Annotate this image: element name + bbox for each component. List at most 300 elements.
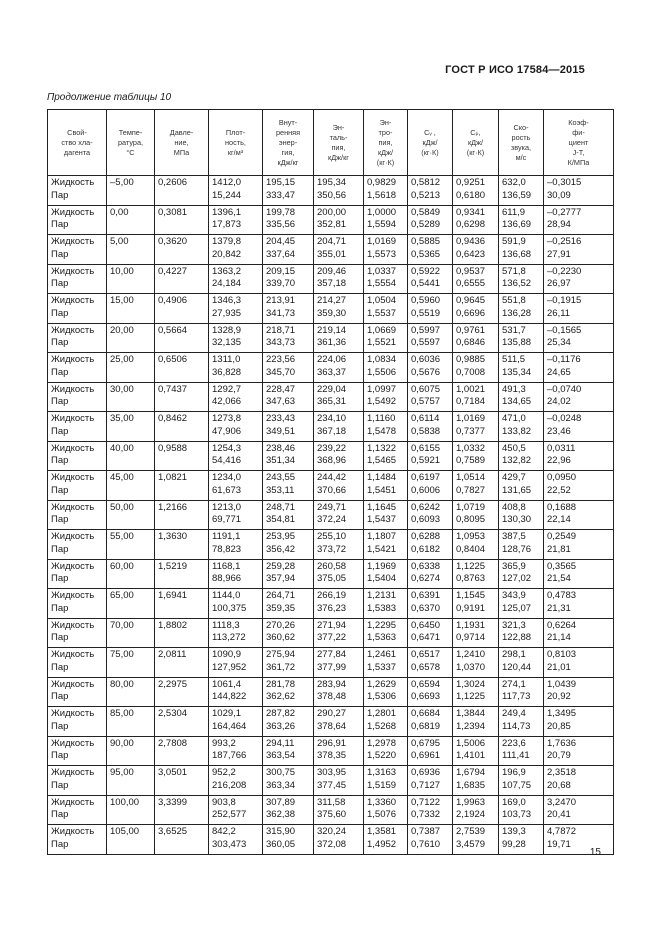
sound-speed-cell bbox=[499, 323, 544, 353]
liquid-value: 0,6242 bbox=[411, 501, 441, 513]
liquid-value: 303,95 bbox=[317, 767, 347, 778]
vapor-value: 352,81 bbox=[317, 219, 347, 230]
vapor-value: 0,6423 bbox=[456, 248, 486, 260]
density-cell bbox=[209, 441, 263, 471]
vapor-value: 24,184 bbox=[212, 278, 242, 289]
vapor-value: 1,5537 bbox=[367, 307, 397, 319]
liquid-value: Жидкость bbox=[51, 206, 95, 218]
liquid-value: 0,9645 bbox=[456, 295, 486, 306]
liquid-value: 275,94 bbox=[266, 649, 296, 660]
jt-coefficient-cell bbox=[544, 294, 614, 324]
liquid-value: 0,5885 bbox=[411, 236, 441, 247]
liquid-value: 0,6684 bbox=[411, 708, 441, 719]
vapor-value: 362,62 bbox=[266, 691, 296, 702]
liquid-value: 0,5849 bbox=[411, 206, 441, 218]
value: 0,4227 bbox=[158, 265, 188, 277]
value: 10,00 bbox=[110, 265, 134, 277]
sound-speed-cell bbox=[499, 412, 544, 442]
vapor-value: 377,22 bbox=[317, 632, 347, 643]
cv-cell bbox=[408, 795, 453, 825]
liquid-value: 1,2131 bbox=[367, 590, 397, 601]
sound-speed-cell bbox=[499, 441, 544, 471]
vapor-value: 2,1924 bbox=[456, 809, 486, 820]
vapor-value: 131,65 bbox=[502, 484, 532, 496]
value: 3,0501 bbox=[158, 767, 188, 778]
vapor-value: 1,5421 bbox=[367, 543, 397, 555]
vapor-value: 113,272 bbox=[212, 632, 246, 643]
entropy-cell bbox=[364, 648, 408, 678]
liquid-value: –0,1176 bbox=[547, 354, 581, 365]
vapor-value: 363,26 bbox=[266, 720, 296, 732]
liquid-value: 239,22 bbox=[317, 442, 347, 454]
internal-energy-cell bbox=[263, 176, 314, 206]
liquid-value: 2,3518 bbox=[547, 767, 577, 778]
liquid-value: 365,9 bbox=[502, 560, 526, 572]
entropy-cell bbox=[364, 795, 408, 825]
enthalpy-cell bbox=[314, 353, 364, 383]
column-header-line: кДж/ bbox=[377, 147, 394, 157]
jt-coefficient-cell bbox=[544, 176, 614, 206]
pressure-cell bbox=[155, 471, 209, 501]
vapor-value: 20,41 bbox=[547, 809, 571, 820]
vapor-value: 22,52 bbox=[547, 484, 571, 496]
column-header-line: фи- bbox=[572, 127, 585, 137]
liquid-value: –0,2516 bbox=[547, 236, 582, 247]
vapor-value: 349,51 bbox=[266, 425, 296, 437]
internal-energy-cell bbox=[263, 677, 314, 707]
value: 85,00 bbox=[110, 708, 134, 719]
column-header-line: циент bbox=[568, 137, 589, 147]
state-cell bbox=[48, 235, 107, 265]
liquid-value: Жидкость bbox=[51, 649, 95, 660]
sound-speed-cell bbox=[499, 707, 544, 737]
cv-cell bbox=[408, 766, 453, 796]
liquid-value: 195,15 bbox=[266, 177, 296, 188]
jt-coefficient-cell bbox=[544, 677, 614, 707]
cv-cell bbox=[408, 176, 453, 206]
column-header-line: Темпе- bbox=[118, 127, 143, 137]
vapor-value: 0,6693 bbox=[411, 691, 441, 702]
value: 1,0821 bbox=[158, 472, 188, 483]
value: 0,9588 bbox=[158, 442, 188, 454]
liquid-value: 234,10 bbox=[317, 413, 347, 424]
temperature-cell bbox=[107, 471, 155, 501]
liquid-value: 248,71 bbox=[266, 501, 296, 513]
vapor-value: 88,966 bbox=[212, 573, 242, 584]
entropy-cell bbox=[364, 471, 408, 501]
state-cell bbox=[48, 736, 107, 766]
entropy-cell bbox=[364, 559, 408, 589]
vapor-value: 0,8095 bbox=[456, 514, 486, 525]
vapor-value: 1,5554 bbox=[367, 278, 397, 289]
value: 1,8802 bbox=[158, 619, 188, 631]
value: 55,00 bbox=[110, 531, 134, 542]
value: 1,5219 bbox=[158, 560, 188, 572]
vapor-value: 0,6370 bbox=[411, 602, 441, 614]
vapor-value: 135,34 bbox=[502, 366, 532, 378]
vapor-value: 337,64 bbox=[266, 248, 296, 260]
sound-speed-cell bbox=[499, 736, 544, 766]
liquid-value: 611,9 bbox=[502, 206, 526, 218]
liquid-value: 450,5 bbox=[502, 442, 526, 454]
vapor-value: 42,066 bbox=[212, 396, 242, 407]
liquid-value: 249,71 bbox=[317, 501, 347, 513]
liquid-value: Жидкость bbox=[51, 383, 95, 395]
cp-cell bbox=[453, 441, 499, 471]
vapor-value: 99,28 bbox=[502, 838, 526, 850]
column-header-line: тро- bbox=[378, 127, 393, 137]
vapor-value: 378,48 bbox=[317, 691, 347, 702]
vapor-value: 21,31 bbox=[547, 602, 571, 614]
pressure-cell bbox=[155, 323, 209, 353]
vapor-value: 0,5519 bbox=[411, 307, 441, 319]
vapor-value: 0,6578 bbox=[411, 661, 441, 673]
jt-coefficient-cell bbox=[544, 825, 614, 855]
vapor-value: 303,473 bbox=[212, 838, 247, 850]
state-cell bbox=[48, 441, 107, 471]
vapor-value: 356,42 bbox=[266, 543, 296, 555]
vapor-value: 0,6555 bbox=[456, 278, 486, 289]
vapor-value: 1,5404 bbox=[367, 573, 397, 584]
density-cell bbox=[209, 795, 263, 825]
liquid-value: 0,9251 bbox=[456, 177, 486, 188]
vapor-value: 375,60 bbox=[317, 809, 347, 820]
liquid-value: Жидкость bbox=[51, 295, 95, 306]
column-header-line: МПа bbox=[173, 147, 190, 157]
liquid-value: 1,9963 bbox=[456, 796, 486, 808]
vapor-value: Пар bbox=[51, 278, 69, 289]
vapor-value: 136,69 bbox=[502, 219, 532, 230]
liquid-value: 1,2410 bbox=[456, 649, 486, 660]
liquid-value: 1168,1 bbox=[212, 560, 241, 572]
state-cell bbox=[48, 353, 107, 383]
column-header-line: энер- bbox=[278, 137, 298, 147]
pressure-cell bbox=[155, 795, 209, 825]
state-cell bbox=[48, 589, 107, 619]
state-cell bbox=[48, 294, 107, 324]
cp-cell bbox=[453, 500, 499, 530]
liquid-value: 296,91 bbox=[317, 737, 347, 749]
jt-coefficient-cell bbox=[544, 441, 614, 471]
temperature-cell bbox=[107, 677, 155, 707]
density-cell bbox=[209, 500, 263, 530]
vapor-value: 0,5441 bbox=[411, 278, 441, 289]
liquid-value: 243,55 bbox=[266, 472, 296, 483]
liquid-value: 204,71 bbox=[317, 236, 347, 247]
internal-energy-cell bbox=[263, 530, 314, 560]
column-header-line: пия, bbox=[331, 142, 346, 152]
column-header-line: J-T, bbox=[572, 147, 585, 157]
density-cell bbox=[209, 176, 263, 206]
liquid-value: –0,1565 bbox=[547, 324, 582, 336]
vapor-value: 216,208 bbox=[212, 779, 247, 791]
pressure-cell bbox=[155, 264, 209, 294]
liquid-value: 1254,3 bbox=[212, 442, 242, 454]
liquid-value: 1118,3 bbox=[212, 619, 240, 631]
liquid-value: 1328,9 bbox=[212, 324, 242, 336]
vapor-value: 1,5076 bbox=[367, 809, 397, 820]
table-row bbox=[48, 264, 614, 294]
vapor-value: 1,1225 bbox=[456, 691, 486, 702]
jt-coefficient-cell bbox=[544, 412, 614, 442]
table-caption: Продолжение таблицы 10 bbox=[47, 92, 172, 103]
vapor-value: 28,94 bbox=[547, 219, 571, 230]
vapor-value: 350,56 bbox=[317, 189, 347, 201]
liquid-value: 255,10 bbox=[317, 531, 347, 542]
column-header-line: кДж/ bbox=[467, 137, 484, 147]
cv-cell bbox=[408, 441, 453, 471]
liquid-value: 0,4783 bbox=[547, 590, 577, 601]
column-header-line: (кг·К) bbox=[466, 147, 485, 157]
vapor-value: 136,68 bbox=[502, 248, 532, 260]
jt-coefficient-cell bbox=[544, 707, 614, 737]
value: 15,00 bbox=[110, 295, 134, 306]
liquid-value: 0,2549 bbox=[547, 531, 577, 542]
liquid-value: 632,0 bbox=[502, 177, 526, 188]
vapor-value: 368,96 bbox=[317, 455, 347, 466]
column-header-col-density bbox=[209, 110, 263, 176]
density-cell bbox=[209, 205, 263, 235]
column-header-line: Внут- bbox=[278, 117, 298, 127]
internal-energy-cell bbox=[263, 471, 314, 501]
table-row bbox=[48, 736, 614, 766]
liquid-value: 1,0514 bbox=[456, 472, 486, 483]
internal-energy-cell bbox=[263, 707, 314, 737]
cp-cell bbox=[453, 176, 499, 206]
liquid-value: 952,2 bbox=[212, 767, 236, 778]
liquid-value: 0,6075 bbox=[411, 383, 441, 395]
vapor-value: 26,11 bbox=[547, 307, 571, 319]
sound-speed-cell bbox=[499, 677, 544, 707]
column-header-col-jt-coefficient bbox=[544, 110, 614, 176]
liquid-value: 0,6197 bbox=[411, 472, 441, 483]
vapor-value: Пар bbox=[51, 396, 69, 407]
vapor-value: 1,6835 bbox=[456, 779, 486, 791]
vapor-value: 333,47 bbox=[266, 189, 296, 201]
vapor-value: 120,44 bbox=[502, 661, 532, 673]
enthalpy-cell bbox=[314, 825, 364, 855]
vapor-value: Пар bbox=[51, 484, 69, 496]
state-cell bbox=[48, 500, 107, 530]
cp-cell bbox=[453, 264, 499, 294]
column-header-line: Cₚ, bbox=[470, 127, 481, 137]
vapor-value: 19,71 bbox=[547, 838, 571, 850]
liquid-value: 315,90 bbox=[266, 826, 296, 837]
vapor-value: 21,81 bbox=[547, 543, 571, 555]
table-row bbox=[48, 766, 614, 796]
sound-speed-cell bbox=[499, 382, 544, 412]
vapor-value: 343,73 bbox=[266, 337, 296, 348]
vapor-value: 128,76 bbox=[502, 543, 532, 555]
vapor-value: 0,9191 bbox=[456, 602, 486, 614]
temperature-cell bbox=[107, 618, 155, 648]
state-cell bbox=[48, 648, 107, 678]
liquid-value: 1,2629 bbox=[367, 678, 397, 690]
state-cell bbox=[48, 677, 107, 707]
value: 0,8462 bbox=[158, 413, 188, 424]
temperature-cell bbox=[107, 441, 155, 471]
liquid-value: Жидкость bbox=[51, 826, 95, 837]
liquid-value: 1,7636 bbox=[547, 737, 577, 749]
entropy-cell bbox=[364, 618, 408, 648]
cv-cell bbox=[408, 294, 453, 324]
liquid-value: 1,0169 bbox=[456, 413, 486, 424]
vapor-value: 22,14 bbox=[547, 514, 571, 525]
value: 1,6941 bbox=[158, 590, 188, 601]
enthalpy-cell bbox=[314, 264, 364, 294]
value: 25,00 bbox=[110, 354, 134, 365]
temperature-cell bbox=[107, 264, 155, 294]
liquid-value: –0,0248 bbox=[547, 413, 582, 424]
sound-speed-cell bbox=[499, 205, 544, 235]
state-cell bbox=[48, 471, 107, 501]
vapor-value: Пар bbox=[51, 750, 69, 761]
vapor-value: 341,73 bbox=[266, 307, 296, 319]
pressure-cell bbox=[155, 589, 209, 619]
column-header-col-state bbox=[48, 110, 107, 176]
temperature-cell bbox=[107, 500, 155, 530]
vapor-value: 378,35 bbox=[317, 750, 347, 761]
temperature-cell bbox=[107, 736, 155, 766]
vapor-value: Пар bbox=[51, 809, 69, 820]
temperature-cell bbox=[107, 589, 155, 619]
temperature-cell bbox=[107, 795, 155, 825]
pressure-cell bbox=[155, 235, 209, 265]
vapor-value: Пар bbox=[51, 720, 69, 732]
vapor-value: Пар bbox=[51, 425, 69, 437]
liquid-value: 0,1688 bbox=[547, 501, 577, 513]
vapor-value: 0,6274 bbox=[411, 573, 441, 584]
vapor-value: 0,7610 bbox=[411, 838, 441, 850]
cp-cell bbox=[453, 353, 499, 383]
table-row bbox=[48, 382, 614, 412]
liquid-value: 1,1807 bbox=[367, 531, 397, 542]
vapor-value: 353,11 bbox=[266, 484, 295, 496]
liquid-value: Жидкость bbox=[51, 590, 95, 601]
liquid-value: 0,6450 bbox=[411, 619, 441, 631]
vapor-value: 114,73 bbox=[502, 720, 531, 732]
table-row bbox=[48, 323, 614, 353]
jt-coefficient-cell bbox=[544, 323, 614, 353]
cp-cell bbox=[453, 795, 499, 825]
liquid-value: 551,8 bbox=[502, 295, 526, 306]
vapor-value: Пар bbox=[51, 779, 69, 791]
table-row bbox=[48, 795, 614, 825]
vapor-value: 78,823 bbox=[212, 543, 242, 555]
liquid-value: 209,15 bbox=[266, 265, 296, 277]
temperature-cell bbox=[107, 530, 155, 560]
internal-energy-cell bbox=[263, 766, 314, 796]
pressure-cell bbox=[155, 500, 209, 530]
jt-coefficient-cell bbox=[544, 530, 614, 560]
liquid-value: 0,9341 bbox=[456, 206, 486, 218]
vapor-value: 372,08 bbox=[317, 838, 347, 850]
column-header-line: кДж/ bbox=[422, 137, 438, 147]
vapor-value: 0,7127 bbox=[411, 779, 441, 791]
liquid-value: 1191,1 bbox=[212, 531, 241, 542]
vapor-value: 111,41 bbox=[502, 750, 530, 761]
vapor-value: 61,673 bbox=[212, 484, 242, 496]
vapor-value: 24,02 bbox=[547, 396, 571, 407]
vapor-value: 69,771 bbox=[212, 514, 242, 525]
entropy-cell bbox=[364, 176, 408, 206]
internal-energy-cell bbox=[263, 323, 314, 353]
vapor-value: 15,244 bbox=[212, 189, 242, 201]
vapor-value: 0,5289 bbox=[411, 219, 441, 230]
value: 35,00 bbox=[110, 413, 134, 424]
cv-cell bbox=[408, 382, 453, 412]
liquid-value: 1144,0 bbox=[212, 590, 241, 601]
state-cell bbox=[48, 323, 107, 353]
enthalpy-cell bbox=[314, 471, 364, 501]
liquid-value: 0,5960 bbox=[411, 295, 441, 306]
liquid-value: 0,6155 bbox=[411, 442, 441, 454]
vapor-value: 0,8763 bbox=[456, 573, 486, 584]
vapor-value: 339,70 bbox=[266, 278, 296, 289]
vapor-value: 17,873 bbox=[212, 219, 242, 230]
column-header-col-cv bbox=[408, 110, 453, 176]
liquid-value: 1,5006 bbox=[456, 737, 486, 749]
value: 60,00 bbox=[110, 560, 134, 572]
entropy-cell bbox=[364, 205, 408, 235]
liquid-value: Жидкость bbox=[51, 501, 95, 513]
cv-cell bbox=[408, 530, 453, 560]
liquid-value: 223,6 bbox=[502, 737, 526, 749]
vapor-value: 376,23 bbox=[317, 602, 347, 614]
liquid-value: –0,0740 bbox=[547, 383, 582, 395]
sound-speed-cell bbox=[499, 795, 544, 825]
liquid-value: 0,3565 bbox=[547, 560, 577, 572]
density-cell bbox=[209, 825, 263, 855]
cv-cell bbox=[408, 205, 453, 235]
state-cell bbox=[48, 825, 107, 855]
cv-cell bbox=[408, 559, 453, 589]
value: 1,2166 bbox=[158, 501, 188, 513]
liquid-value: 1,0000 bbox=[367, 206, 397, 218]
temperature-cell bbox=[107, 235, 155, 265]
vapor-value: 363,54 bbox=[266, 750, 296, 761]
vapor-value: 357,94 bbox=[266, 573, 296, 584]
vapor-value: 23,46 bbox=[547, 425, 571, 437]
internal-energy-cell bbox=[263, 559, 314, 589]
cv-cell bbox=[408, 707, 453, 737]
vapor-value: 1,5220 bbox=[367, 750, 397, 761]
entropy-cell bbox=[364, 766, 408, 796]
jt-coefficient-cell bbox=[544, 500, 614, 530]
vapor-value: 21,01 bbox=[547, 661, 571, 673]
entropy-cell bbox=[364, 677, 408, 707]
cp-cell bbox=[453, 205, 499, 235]
page-number: 15 bbox=[589, 847, 601, 858]
density-cell bbox=[209, 323, 263, 353]
vapor-value: 0,6093 bbox=[411, 514, 441, 525]
pressure-cell bbox=[155, 707, 209, 737]
state-cell bbox=[48, 382, 107, 412]
vapor-value: 354,81 bbox=[266, 514, 296, 525]
cp-cell bbox=[453, 618, 499, 648]
column-header-line: Ско- bbox=[513, 122, 529, 132]
liquid-value: 3,2470 bbox=[547, 796, 577, 808]
table-row bbox=[48, 441, 614, 471]
liquid-value: Жидкость bbox=[51, 708, 95, 719]
column-header-line: ренняя bbox=[275, 127, 301, 137]
vapor-value: 362,38 bbox=[266, 809, 296, 820]
internal-energy-cell bbox=[263, 294, 314, 324]
vapor-value: 117,73 bbox=[502, 691, 531, 702]
liquid-value: 1090,9 bbox=[212, 649, 242, 660]
column-header-line: пия, bbox=[378, 137, 393, 147]
value: 65,00 bbox=[110, 590, 134, 601]
